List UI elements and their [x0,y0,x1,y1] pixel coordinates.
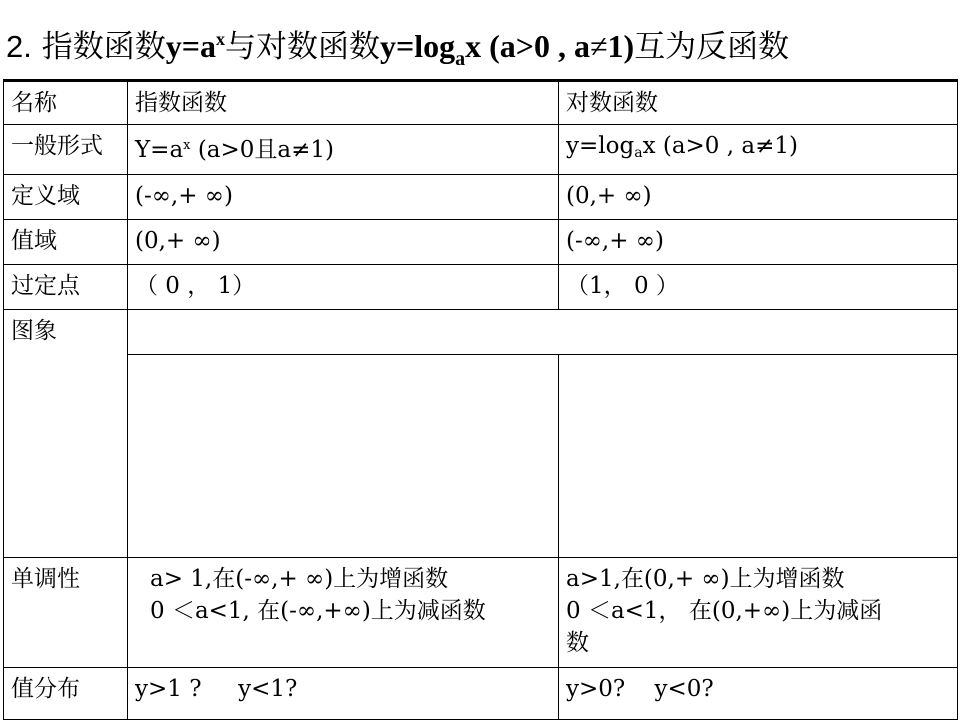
table-row-graph-bottom [4,355,958,558]
table-row-range [4,220,958,265]
title-text-3: 互为反函数 [634,29,790,65]
cell-label-values: 值分布 [4,668,128,720]
title-text-1: 指数函数 [31,29,166,65]
comparison-table [3,79,958,720]
mono-log-line-1: a>1,在(0,+ ∞)上为增函数 [566,566,845,592]
cell-values-log: y>0? y<0? [559,668,958,720]
mono-exp-line-2: 0 ＜a<1, 在(-∞,+∞)上为减函数 [150,598,486,624]
table-row-point [4,265,958,310]
cell-label-monotonicity: 单调性 [4,558,128,668]
cell-monotonicity-log [559,558,958,668]
cell-graph-exp [128,355,559,558]
table-row-header [4,81,958,125]
cell-monotonicity-exp [128,558,559,668]
mono-log-line-3: 数 [566,630,589,656]
cell-header-exp: 指数函数 [128,81,559,125]
table-row-graph-top [4,310,958,355]
cell-form-log: $y=\log_ax$ (a>0 , a≠1) [559,125,958,175]
cell-domain-exp: (-∞,+ ∞) [128,175,559,220]
mono-exp-line-1: a> 1,在(-∞,+ ∞)上为增函数 [150,566,449,592]
cell-range-exp: (0,+ ∞) [128,220,559,265]
table-row-form [4,125,958,175]
table-row-domain [4,175,958,220]
cell-label-domain: 定义域 [4,175,128,220]
title-number: 2. [6,29,32,64]
cell-form-exp: $Y=a^x$ (a>0且a≠1) [128,125,559,175]
mono-log-line-2: 0 ＜a<1， 在(0,+∞)上为减函 [566,598,883,624]
cell-label-form: 一般形式 [4,125,128,175]
cell-label-point: 过定点 [4,265,128,310]
table-row-monotonicity [4,558,958,668]
cell-label-graph: 图象 [4,310,128,558]
cell-point-exp: （ 0 ， 1） [128,265,559,310]
cell-label-name: 名称 [4,81,128,125]
cell-label-range: 值域 [4,220,128,265]
cell-range-log: (-∞,+ ∞) [559,220,958,265]
slide-title [6,14,956,70]
table-row-values [4,668,958,720]
title-text-2: 与对数函数 [224,29,380,65]
cell-domain-log: (0,+ ∞) [559,175,958,220]
title-formula-exp: $y=a^x$ [165,28,225,64]
cell-header-log: 对数函数 [559,81,958,125]
cell-point-log: （1， 0 ） [559,265,958,310]
cell-graph-log [559,355,958,558]
title-formula-log: $y=\log_ax$ (a>0 , a≠1) [379,28,635,70]
cell-values-exp: y>1 ? y<1? [128,668,559,720]
cell-graph-merged [128,310,958,355]
